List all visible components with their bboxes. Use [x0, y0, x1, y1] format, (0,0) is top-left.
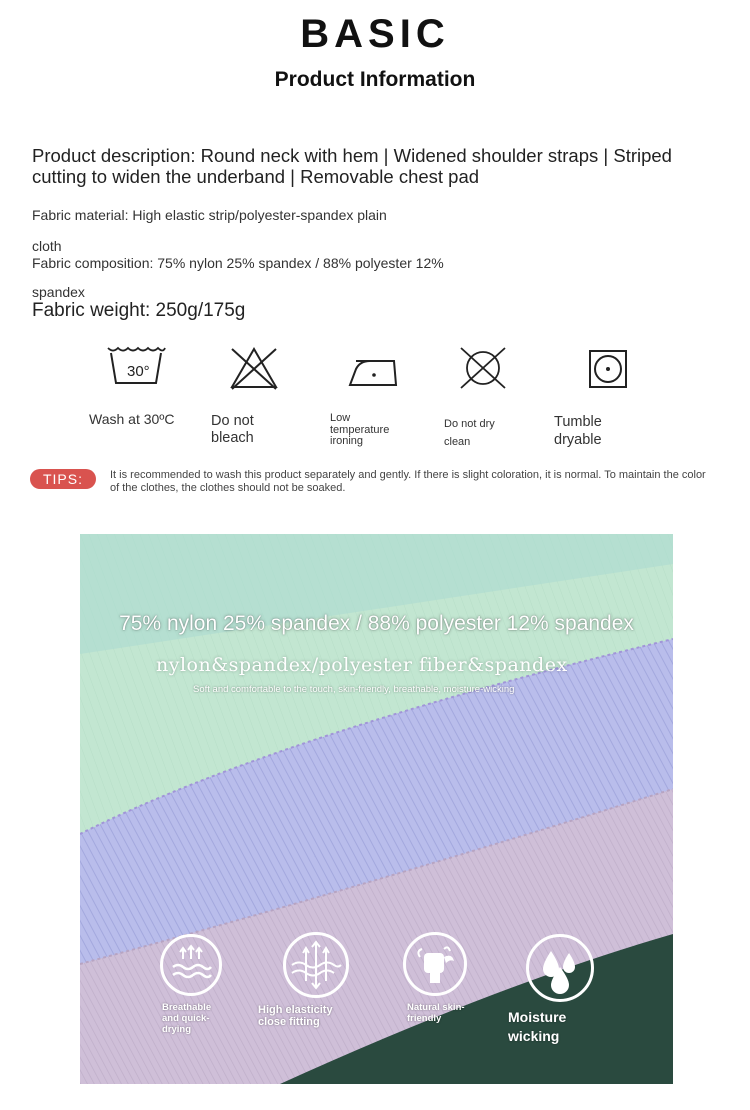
fiber-overlay: nylon&spandex/polyester fiber&spandex	[156, 654, 568, 676]
care-label-tumble: Tumble dryable	[554, 414, 602, 448]
feature-label-breathable: Breathable and quick-drying	[162, 1002, 212, 1035]
wash-temperature: 30°	[127, 363, 150, 380]
do-not-dry-clean-icon	[458, 346, 508, 390]
tips-text: It is recommended to wash this product separately and gently. If there is slight coloration, it is normal. To maintain the color of the clothes, the clothes should not be soaked.	[110, 469, 706, 494]
care-label-dryclean: Do not dry clean	[444, 418, 495, 448]
do-not-bleach-icon	[228, 345, 280, 391]
section-title: Product Information	[274, 68, 476, 91]
fabric-weight: Fabric weight: 250g/175g	[32, 300, 246, 321]
care-label-bleach: Do not bleach	[211, 413, 254, 446]
elasticity-icon	[283, 932, 349, 998]
tips-badge: TIPS:	[30, 469, 96, 489]
feature-label-skin: Natural skin-friendly	[407, 1002, 465, 1024]
care-label-wash: Wash at 30ºC	[89, 411, 175, 427]
fabric-composition-cont: spandex	[32, 284, 85, 300]
fabric-material-cont: cloth	[32, 238, 62, 254]
care-label-iron: Low temperature ironing	[330, 412, 390, 447]
soft-text-overlay: Soft and comfortable to the touch, skin-friendly, breathable, moisture-wicking	[193, 684, 515, 695]
tumble-dry-icon	[588, 349, 628, 389]
product-description: Product description: Round neck with hem | Widened shoulder straps | Striped cutting to widen the underband | Removable chest pad	[32, 145, 672, 187]
breathable-icon	[160, 934, 222, 996]
brand-title: BASIC	[300, 12, 450, 56]
feature-label-elasticity: High elasticity close fitting	[258, 1004, 333, 1028]
feature-label-moisture: Moisture wicking	[508, 1009, 567, 1044]
skin-friendly-hand-icon	[403, 932, 467, 996]
composition-overlay: 75% nylon 25% spandex / 88% polyester 12% spandex	[119, 612, 634, 635]
care-instructions	[0, 345, 750, 455]
fabric-photo	[80, 534, 673, 1084]
water-drops-icon	[526, 934, 594, 1002]
wash-30-icon	[105, 345, 167, 387]
fabric-material: Fabric material: High elastic strip/polyester-spandex plain	[32, 207, 387, 223]
fabric-composition: Fabric composition: 75% nylon 25% spandex / 88% polyester 12%	[32, 255, 444, 271]
low-temperature-iron-icon	[348, 349, 400, 391]
